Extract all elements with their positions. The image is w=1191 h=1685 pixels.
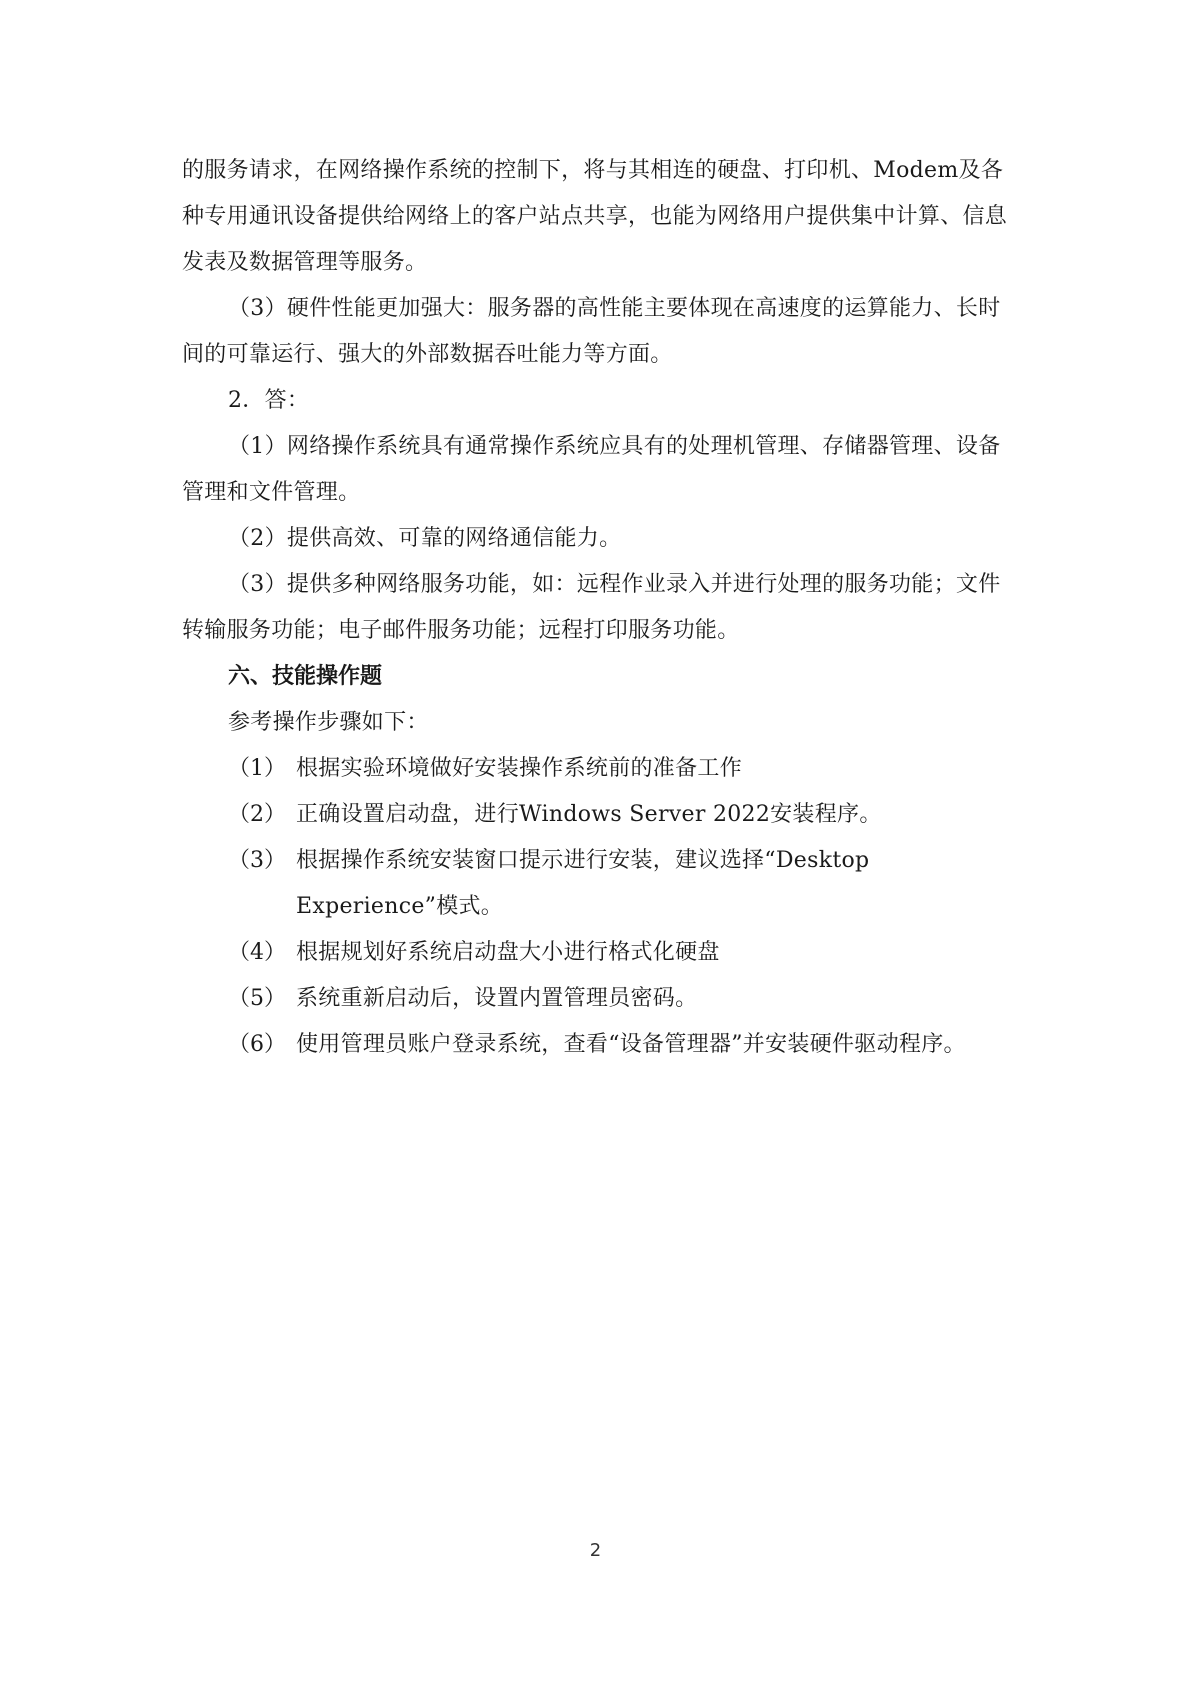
page-body: [182, 148, 1012, 1068]
step-text: 系统重新启动后，设置内置管理员密码。: [296, 986, 698, 1011]
paragraph-os-management: （1）网络操作系统具有通常操作系统应具有的处理机管理、存储器管理、设备管理和文件管理。: [182, 434, 1001, 505]
step-text: 正确设置启动盘，进行Windows Server 2022安装程序。: [296, 802, 882, 827]
step-text: 使用管理员账户登录系统，查看“设备管理器”并安装硬件驱动程序。: [296, 1032, 966, 1057]
page-number: 2: [589, 1540, 602, 1561]
step-number: （6）: [228, 1032, 286, 1057]
answer-2-label: 2．答：: [228, 388, 310, 413]
steps-intro: 参考操作步骤如下：: [228, 710, 429, 735]
paragraph-network-services: （3）提供多种网络服务功能，如：远程作业录入并进行处理的服务功能；文件转输服务功能；电子邮件服务功能；远程打印服务功能。: [182, 572, 1001, 643]
step-text: 根据操作系统安装窗口提示进行安装，建议选择“Desktop Experience”模式。: [296, 848, 870, 919]
step-text: 根据实验环境做好安装操作系统前的准备工作: [296, 756, 743, 781]
paragraph-hardware-performance: （3）硬件性能更加强大：服务器的高性能主要体现在高速度的运算能力、长时间的可靠运行、强大的外部数据吞吐能力等方面。: [182, 296, 1001, 367]
step-number: （2）: [228, 802, 286, 827]
step-number: （4）: [228, 940, 286, 965]
list-item: [182, 976, 1012, 1022]
list-item: [182, 838, 1012, 930]
step-number: （3）: [228, 848, 286, 873]
list-item: [182, 930, 1012, 976]
steps-list: [182, 746, 1012, 1068]
paragraph-network-communication: （2）提供高效、可靠的网络通信能力。: [228, 526, 622, 551]
step-number: （1）: [228, 756, 286, 781]
paragraph-continuation: 的服务请求，在网络操作系统的控制下，将与其相连的硬盘、打印机、Modem及各种专用通讯设备提供给网络上的客户站点共享，也能为网络用户提供集中计算、信息发表及数据管理等服务。: [182, 158, 1008, 275]
step-text: 根据规划好系统启动盘大小进行格式化硬盘: [296, 940, 720, 965]
list-item: [182, 746, 1012, 792]
list-item: [182, 1022, 1012, 1068]
section-heading: 六、技能操作题: [228, 664, 383, 689]
step-number: （5）: [228, 986, 286, 1011]
list-item: [182, 792, 1012, 838]
